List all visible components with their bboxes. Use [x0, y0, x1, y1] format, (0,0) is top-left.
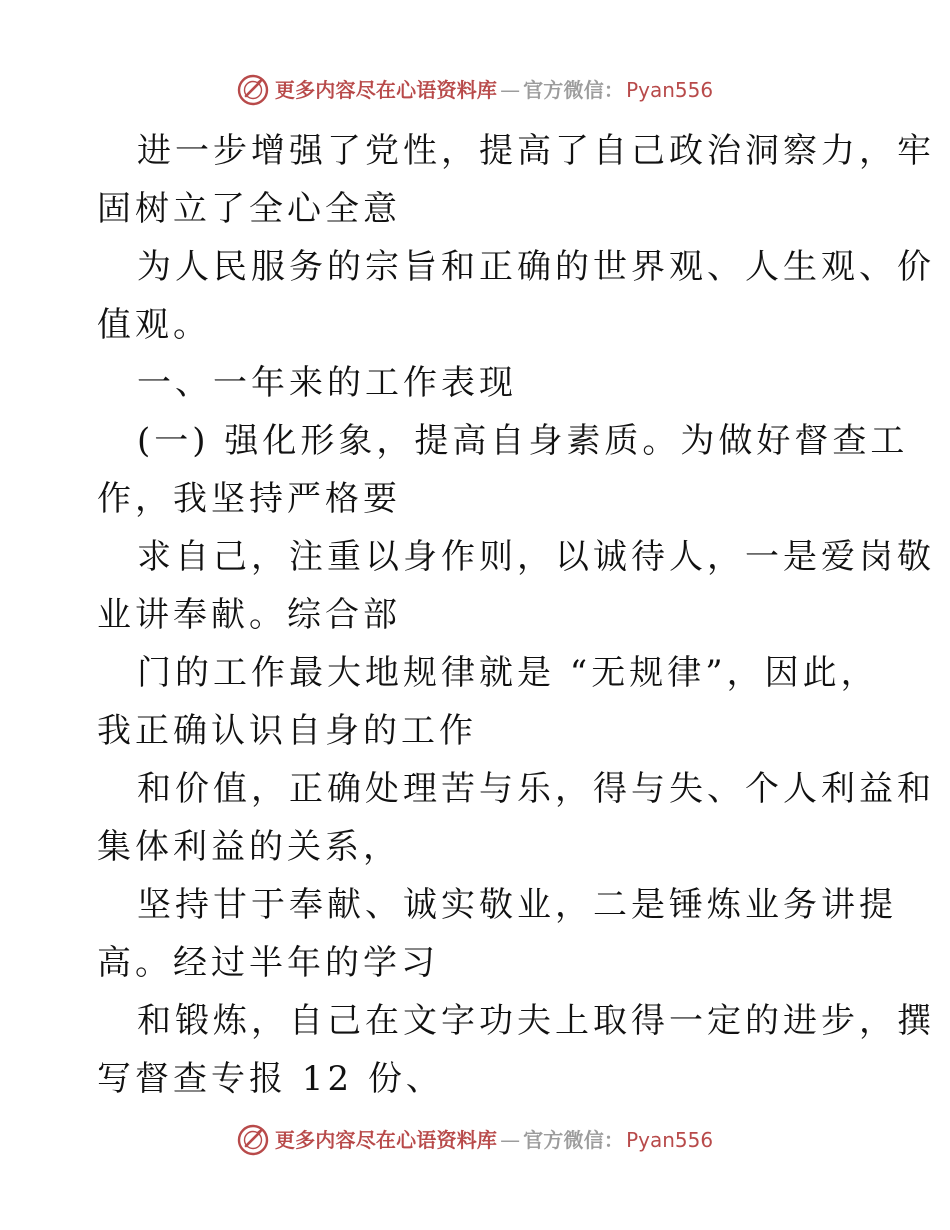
paragraph-line: 为人民服务的宗旨和正确的世界观、人生观、价	[137, 247, 935, 287]
watermark-text	[275, 1130, 713, 1150]
paragraph-line: 值观。	[97, 305, 211, 345]
watermark-main-text: 更多内容尽在心语资料库	[274, 78, 498, 102]
paragraph-line: 集体利益的关系，	[97, 827, 401, 867]
paragraph-line: 求自己，注重以身作则，以诚待人，一是爱岗敬	[137, 537, 935, 577]
paragraph-line: 和锻炼，自己在文字功夫上取得一定的进步，撰	[137, 1001, 935, 1041]
paragraph-line: 固树立了全心全意	[97, 189, 401, 229]
paragraph-line: 坚持甘于奉献、诚实敬业，二是锤炼业务讲提	[137, 885, 897, 925]
watermark-handle: Pyan556	[626, 1128, 714, 1152]
paragraph-line: 进一步增强了党性，提高了自己政治洞察力，牢	[137, 131, 935, 171]
paragraph-line: 写督查专报 12 份、	[97, 1059, 444, 1099]
watermark-label: 官方微信：	[523, 78, 625, 102]
paragraph-line: 业讲奉献。综合部	[97, 595, 401, 635]
paragraph-line: 门的工作最大地规律就是 “无规律”，因此，	[137, 653, 879, 693]
header-watermark	[0, 70, 950, 110]
watermark-label: 官方微信：	[523, 1128, 625, 1152]
seal-logo-icon	[237, 1124, 269, 1156]
watermark-text	[275, 80, 713, 100]
paragraph-line: 高。经过半年的学习	[97, 943, 439, 983]
watermark-handle: Pyan556	[626, 78, 714, 102]
watermark-separator: —	[500, 1128, 521, 1152]
paragraph-line: 作，我坚持严格要	[97, 479, 401, 519]
footer-watermark	[0, 1120, 950, 1160]
paragraph-line: (一) 强化形象，提高自身素质。为做好督查工	[137, 421, 909, 461]
paragraph-line: 和价值，正确处理苦与乐，得与失、个人利益和	[137, 769, 935, 809]
paragraph-line: 我正确认识自身的工作	[97, 711, 477, 751]
watermark-separator: —	[500, 78, 521, 102]
section-heading: 一、一年来的工作表现	[137, 363, 517, 403]
watermark-main-text: 更多内容尽在心语资料库	[274, 1128, 498, 1152]
seal-logo-icon	[237, 74, 269, 106]
document-body	[97, 122, 935, 1108]
